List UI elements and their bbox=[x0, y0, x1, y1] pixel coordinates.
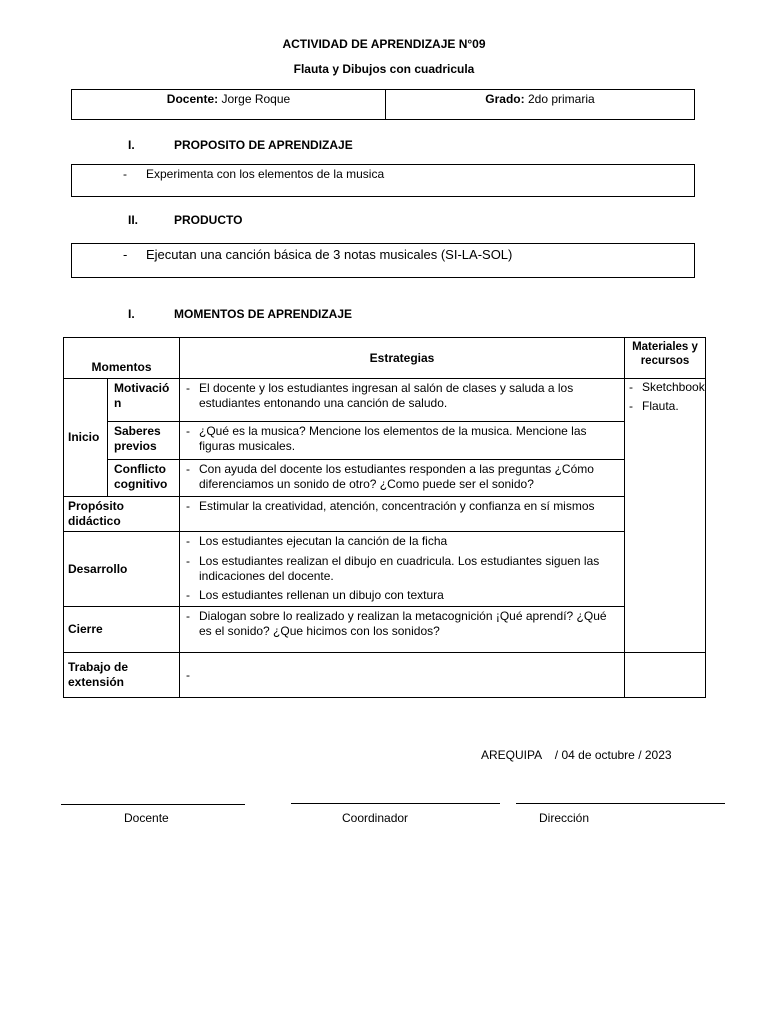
table-header-row bbox=[64, 338, 706, 379]
inicio-label: Inicio bbox=[64, 379, 108, 497]
docente-cell bbox=[72, 90, 386, 119]
signature-label-coordinador: Coordinador bbox=[342, 811, 409, 825]
producto-item: Ejecutan una canción básica de 3 notas musicales (SI-LA-SOL) bbox=[146, 247, 513, 262]
desarrollo-label: Desarrollo bbox=[64, 532, 180, 607]
motivacion-cell bbox=[180, 379, 625, 422]
extension-text: - bbox=[180, 653, 625, 698]
header-estrategias: Estrategias bbox=[180, 338, 625, 379]
extension-materiales-cell bbox=[625, 653, 706, 698]
conflicto-label: Conflicto cognitivo bbox=[108, 460, 180, 497]
desarrollo-item-2: Los estudiantes realizan el dibujo en cuadricula. Los estudiantes siguen las indicaciones del docente. bbox=[199, 554, 600, 583]
table-row bbox=[64, 532, 706, 607]
proposito-didactico-dash: - bbox=[186, 499, 190, 513]
section-proposito-title: PROPOSITO DE APRENDIZAJE bbox=[174, 138, 353, 152]
materiales-cell bbox=[625, 379, 706, 653]
header-materiales: Materiales y recursos bbox=[625, 338, 706, 379]
signature-line-docente bbox=[61, 804, 245, 805]
material-dash: - bbox=[629, 399, 633, 413]
motivacion-text: El docente y los estudiantes ingresan al salón de clases y saluda a los estudiantes entonando una canción de saludo. bbox=[199, 381, 574, 410]
motivacion-dash: - bbox=[186, 381, 190, 395]
desarrollo-dash: - bbox=[186, 534, 190, 548]
signature-label-docente: Docente bbox=[124, 811, 169, 825]
saberes-cell bbox=[180, 422, 625, 460]
table-row bbox=[64, 653, 706, 698]
conflicto-text: Con ayuda del docente los estudiantes responden a las preguntas ¿Cómo diferenciamos un sonido de otro? ¿Como puede ser el sonido? bbox=[199, 462, 594, 491]
table-row bbox=[64, 422, 706, 460]
conflicto-cell bbox=[180, 460, 625, 497]
producto-box bbox=[71, 243, 695, 278]
momentos-table bbox=[63, 337, 706, 698]
saberes-dash: - bbox=[186, 424, 190, 438]
proposito-dash: - bbox=[123, 167, 127, 181]
section-momentos-title: MOMENTOS DE APRENDIZAJE bbox=[174, 307, 353, 321]
info-box bbox=[71, 89, 695, 120]
material-item-1: Sketchbook bbox=[642, 380, 705, 394]
desarrollo-cell bbox=[180, 532, 625, 607]
motivacion-label: Motivació n bbox=[108, 379, 180, 422]
cierre-dash: - bbox=[186, 609, 190, 623]
table-row bbox=[64, 497, 706, 532]
section-producto-title: PRODUCTO bbox=[174, 213, 243, 227]
header-momentos: Momentos bbox=[64, 338, 180, 379]
saberes-text: ¿Qué es la musica? Mencione los elementos de la musica. Mencione las figuras musicales. bbox=[199, 424, 587, 453]
place-date: AREQUIPA / 04 de octubre / 2023 bbox=[481, 748, 672, 762]
section-producto-number: II. bbox=[128, 213, 139, 227]
section-proposito-number: I. bbox=[128, 138, 135, 152]
table-row bbox=[64, 379, 706, 422]
producto-dash: - bbox=[123, 247, 128, 262]
docente-label: Docente: bbox=[166, 92, 219, 106]
grado-value: 2do primaria bbox=[527, 92, 595, 106]
material-item-2: Flauta. bbox=[642, 399, 679, 413]
table-row bbox=[64, 460, 706, 497]
desarrollo-dash: - bbox=[186, 588, 190, 602]
section-momentos-number: I. bbox=[128, 307, 135, 321]
extension-label: Trabajo de extensión bbox=[64, 653, 180, 698]
cierre-cell bbox=[180, 607, 625, 653]
desarrollo-dash: - bbox=[186, 554, 190, 568]
conflicto-dash: - bbox=[186, 462, 190, 476]
grado-label: Grado: bbox=[485, 92, 525, 106]
signature-label-direccion: Dirección bbox=[539, 811, 590, 825]
desarrollo-item-1: Los estudiantes ejecutan la canción de la ficha bbox=[199, 534, 448, 548]
cierre-label: Cierre bbox=[64, 607, 180, 653]
signature-line-coordinador bbox=[291, 803, 500, 804]
signature-line-direccion bbox=[516, 803, 725, 804]
saberes-label: Saberes previos bbox=[108, 422, 180, 460]
grado-cell bbox=[386, 90, 694, 119]
cierre-text: Dialogan sobre lo realizado y realizan la metacognición ¡Qué aprendí? ¿Qué es el sonido? ¿Que hicimos con los sonidos? bbox=[199, 609, 607, 638]
docente-value: Jorge Roque bbox=[221, 92, 291, 106]
proposito-didactico-cell bbox=[180, 497, 625, 532]
proposito-item: Experimenta con los elementos de la musica bbox=[146, 167, 385, 181]
document-title: ACTIVIDAD DE APRENDIZAJE N°09 bbox=[282, 37, 486, 51]
table-row bbox=[64, 607, 706, 653]
proposito-box bbox=[71, 164, 695, 197]
material-dash: - bbox=[629, 380, 633, 394]
document-subtitle: Flauta y Dibujos con cuadricula bbox=[293, 62, 475, 76]
proposito-didactico-text: Estimular la creatividad, atención, concentración y confianza en sí mismos bbox=[199, 499, 595, 513]
desarrollo-item-3: Los estudiantes rellenan un dibujo con textura bbox=[199, 588, 444, 602]
proposito-didactico-label: Propósito didáctico bbox=[64, 497, 180, 532]
